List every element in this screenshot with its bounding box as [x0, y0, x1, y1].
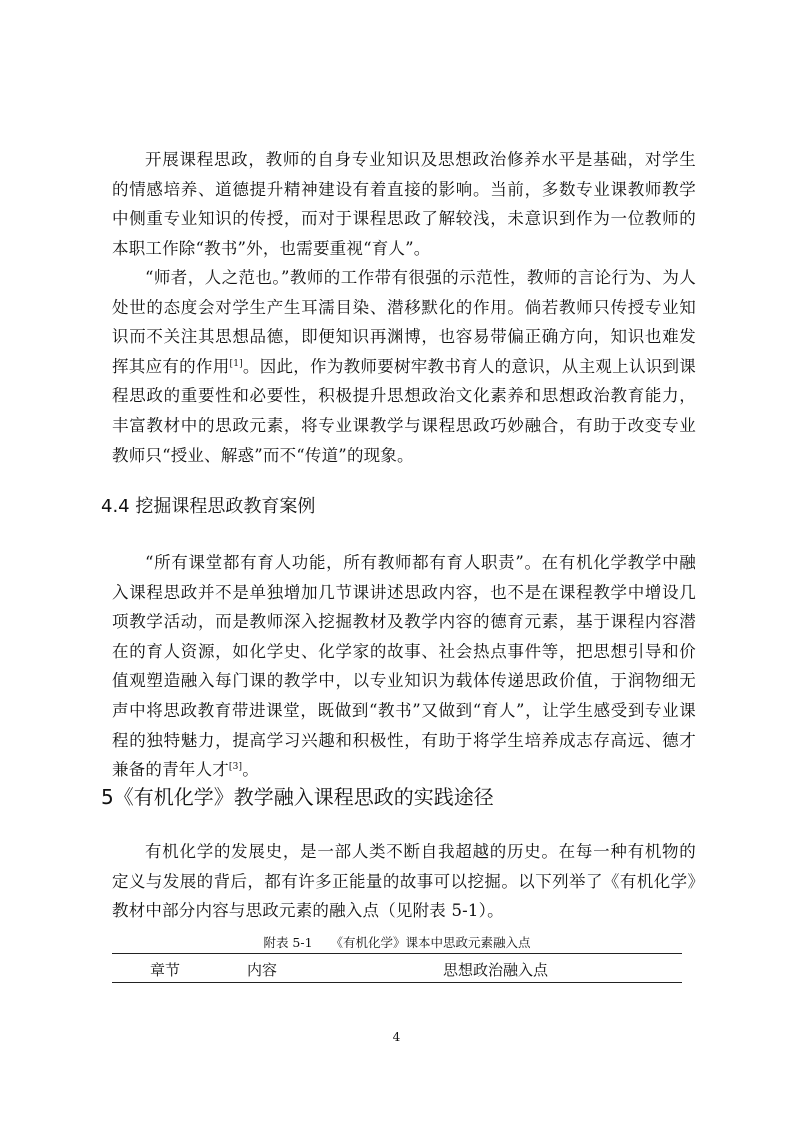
table-header-ideology: 思想政治融入点	[443, 961, 549, 979]
table-caption-number: 附表 5-1	[263, 935, 313, 950]
section-heading: 4.4 挖掘课程思政教育案例	[101, 496, 316, 517]
paragraph	[112, 837, 696, 926]
citation-ref: [1]	[229, 358, 243, 369]
table-caption-title: 《有机化学》课本中思政元素融入点	[330, 935, 531, 950]
table-header-rule	[112, 982, 682, 983]
paragraph	[112, 263, 696, 470]
paragraph-text: 。	[242, 760, 259, 780]
chapter-heading: 5《有机化学》教学融入课程思政的实践途径	[101, 785, 494, 809]
paragraph	[112, 548, 696, 785]
citation-ref: [3]	[228, 762, 243, 773]
table-header-chapter: 章节	[150, 961, 181, 979]
paragraph-text: “师者，人之范也。”教师的工作带有很强的示范性，教师的言论行为、为人处世的态度会对学生产生耳濡目染、潜移默化的作用。倘若教师只传授专业知识而不关注其思想品德，即便知识再渊博，也容易带偏正确方向，知识也难发挥其应有的作用	[112, 268, 696, 376]
paragraph	[112, 145, 696, 263]
paragraph-text: 。因此，作为教师要树牢教书育人的意识，从主观上认识到课程思政的重要性和必要性，积极提升思想政治文化素养和思想政治教育能力，丰富教材中的思政元素，将专业课教学与课程思政巧妙融合，有助于改变专业教师只“授业、解惑”而不“传道”的现象。	[112, 356, 696, 465]
paragraph-text: 开展课程思政，教师的自身专业知识及思想政治修养水平是基础，对学生的情感培养、道德提升精神建设有着直接的影响。当前，多数专业课教师教学中侧重专业知识的传授，而对于课程思政了解较浅，未意识到作为一位教师的本职工作除“教书”外，也需要重视“育人”。	[112, 150, 696, 258]
table-top-rule	[112, 953, 682, 954]
page-number: 4	[392, 1030, 401, 1044]
paragraph-text: 有机化学的发展史，是一部人类不断自我超越的历史。在每一种有机物的定义与发展的背后，都有许多正能量的故事可以挖掘。以下列举了《有机化学》教材中部分内容与思政元素的融入点（见附表 5-1）。	[112, 842, 696, 921]
paragraph-text: “所有课堂都有育人功能，所有教师都有育人职责”。在有机化学教学中融入课程思政并不是单独增加几节课讲述思政内容，也不是在课程教学中增设几项教学活动，而是教师深入挖掘教材及教学内容的德育元素，基于课程内容潜在的育人资源，如化学史、化学家的故事、社会热点事件等，把思想引导和价值观塑造融入每门课的教学中，以专业知识为载体传递思政价值，于润物细无声中将思政教育带进课堂，既做到“教书”又做到“育人”，让学生感受到专业课程的独特魅力，提高学习兴趣和积极性，有助于将学生培养成志存高远、德才兼备的青年人才	[112, 553, 696, 780]
table-header-content: 内容	[247, 961, 278, 979]
table-caption	[112, 933, 682, 951]
